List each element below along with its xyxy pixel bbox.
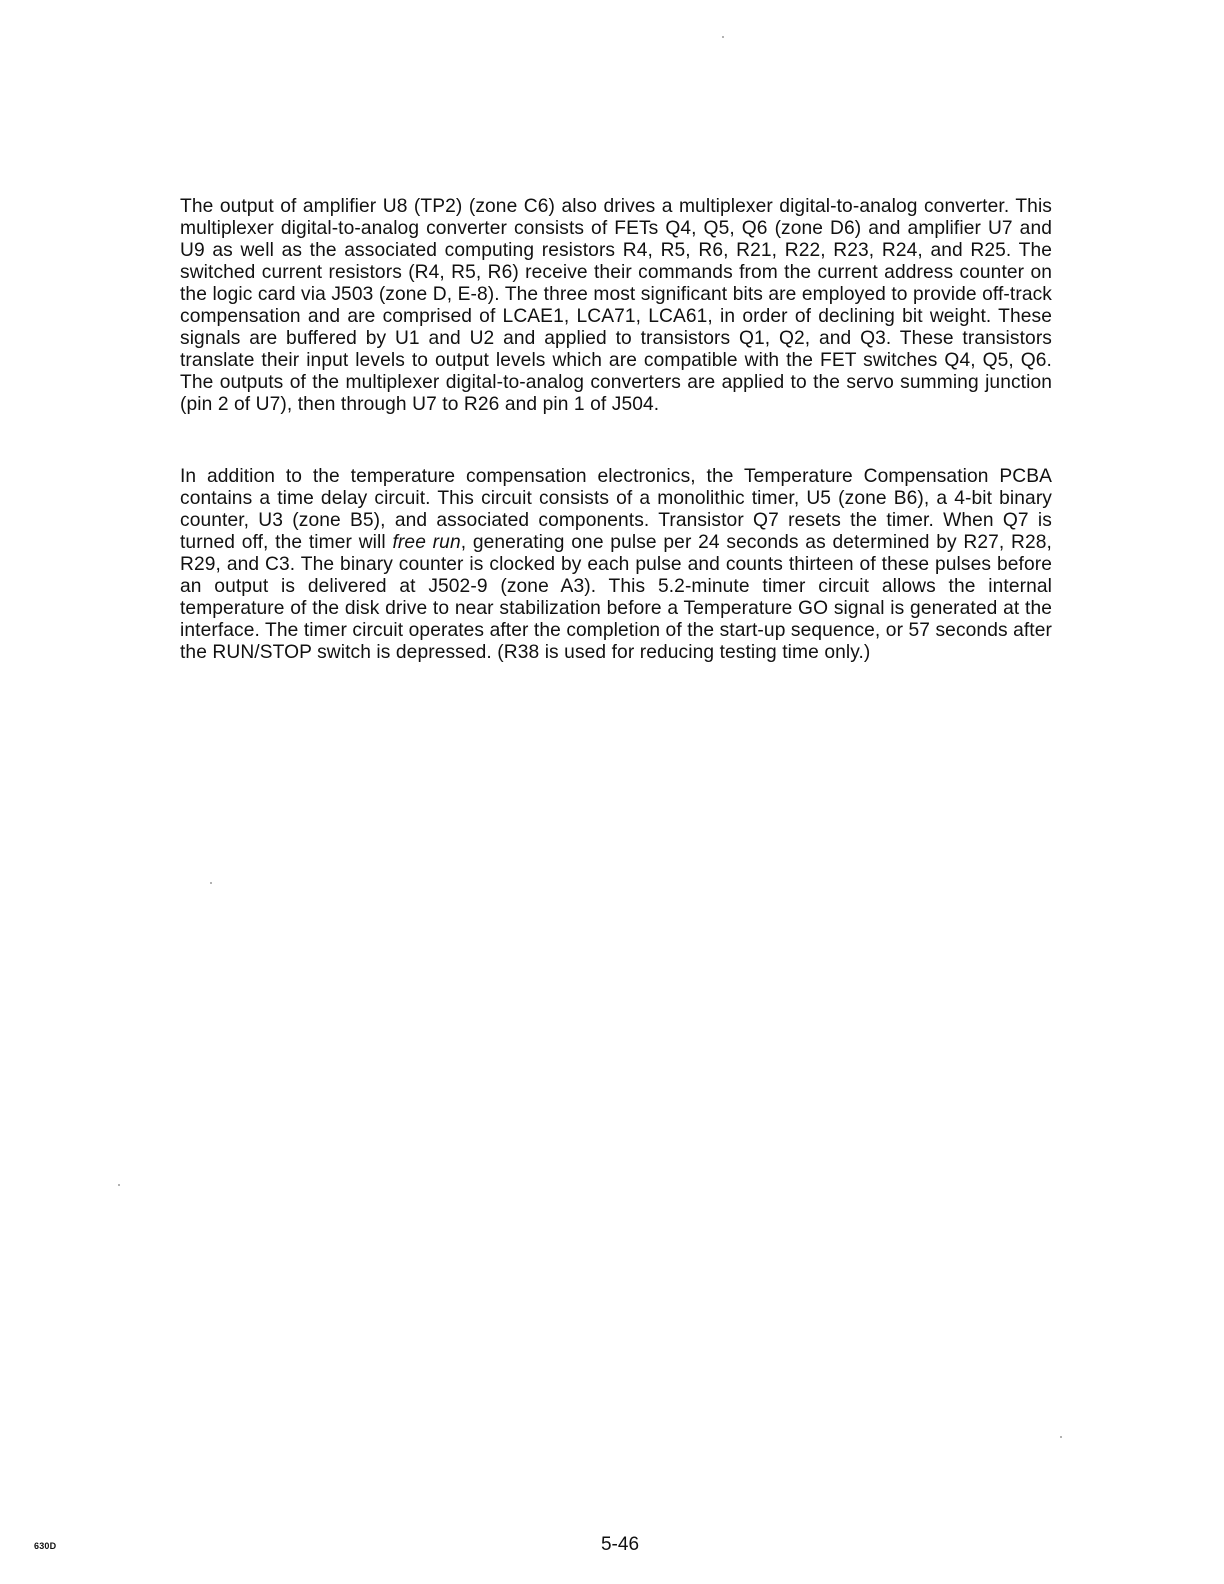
document-code: 630D: [34, 1541, 57, 1551]
scan-speck: [118, 1184, 120, 1186]
paragraph-time-delay-text-after: , generating one pulse per 24 seconds as determined by R27, R28, R29, and C3. The binary counter is clocked by each pulse and counts thirteen of these pulses before an output is delivered at J502-9 (zone A3). This 5.2-minute timer circuit allows the internal temperature of the disk drive to near stabilization before a Temperature GO signal is generated at the interface. The timer circuit operates after the completion of the start-up sequence, or 57 seconds after the RUN/STOP switch is depressed. (R38 is used for reducing testing time only.): [180, 532, 1052, 663]
scan-speck: [210, 882, 212, 884]
paragraph-multiplexer-dac: The output of amplifier U8 (TP2) (zone C6) also drives a multiplexer digital-to-analog converter. This multiplexer digital-to-analog converter consists of FETs Q4, Q5, Q6 (zone D6) and amplifier U7 and U9 as well as the associated computing resistors R4, R5, R6, R21, R22, R23, R24, and R25. The switched current resistors (R4, R5, R6) receive their commands from the current address counter on the logic card via J503 (zone D, E-8). The three most significant bits are employed to provide off-track compensation and are comprised of LCAE1, LCA71, LCA61, in order of declining bit weight. These signals are buffered by U1 and U2 and applied to transistors Q1, Q2, and Q3. These transistors translate their input levels to output levels which are compatible with the FET switches Q4, Q5, Q6. The outputs of the multiplexer digital-to-analog converters are applied to the servo summing junction (pin 2 of U7), then through U7 to R26 and pin 1 of J504.: [180, 196, 1052, 415]
paragraph-time-delay-text-before: In addition to the temperature compensation electronics, the Temperature Compensation PCBA contains a time delay circuit. This circuit consists of a monolithic timer, U5 (zone B6), a 4-bit binary counter, U3 (zone B5), and associated components. Transistor Q7 resets the timer. When Q7 is turned off, the timer will: [180, 466, 1052, 553]
free-run-emphasis: free run: [392, 532, 461, 553]
scan-speck: [722, 36, 724, 38]
page-number: 5-46: [600, 1534, 640, 1555]
scan-speck: [1060, 1436, 1062, 1438]
paragraph-time-delay-circuit: [180, 466, 1052, 664]
